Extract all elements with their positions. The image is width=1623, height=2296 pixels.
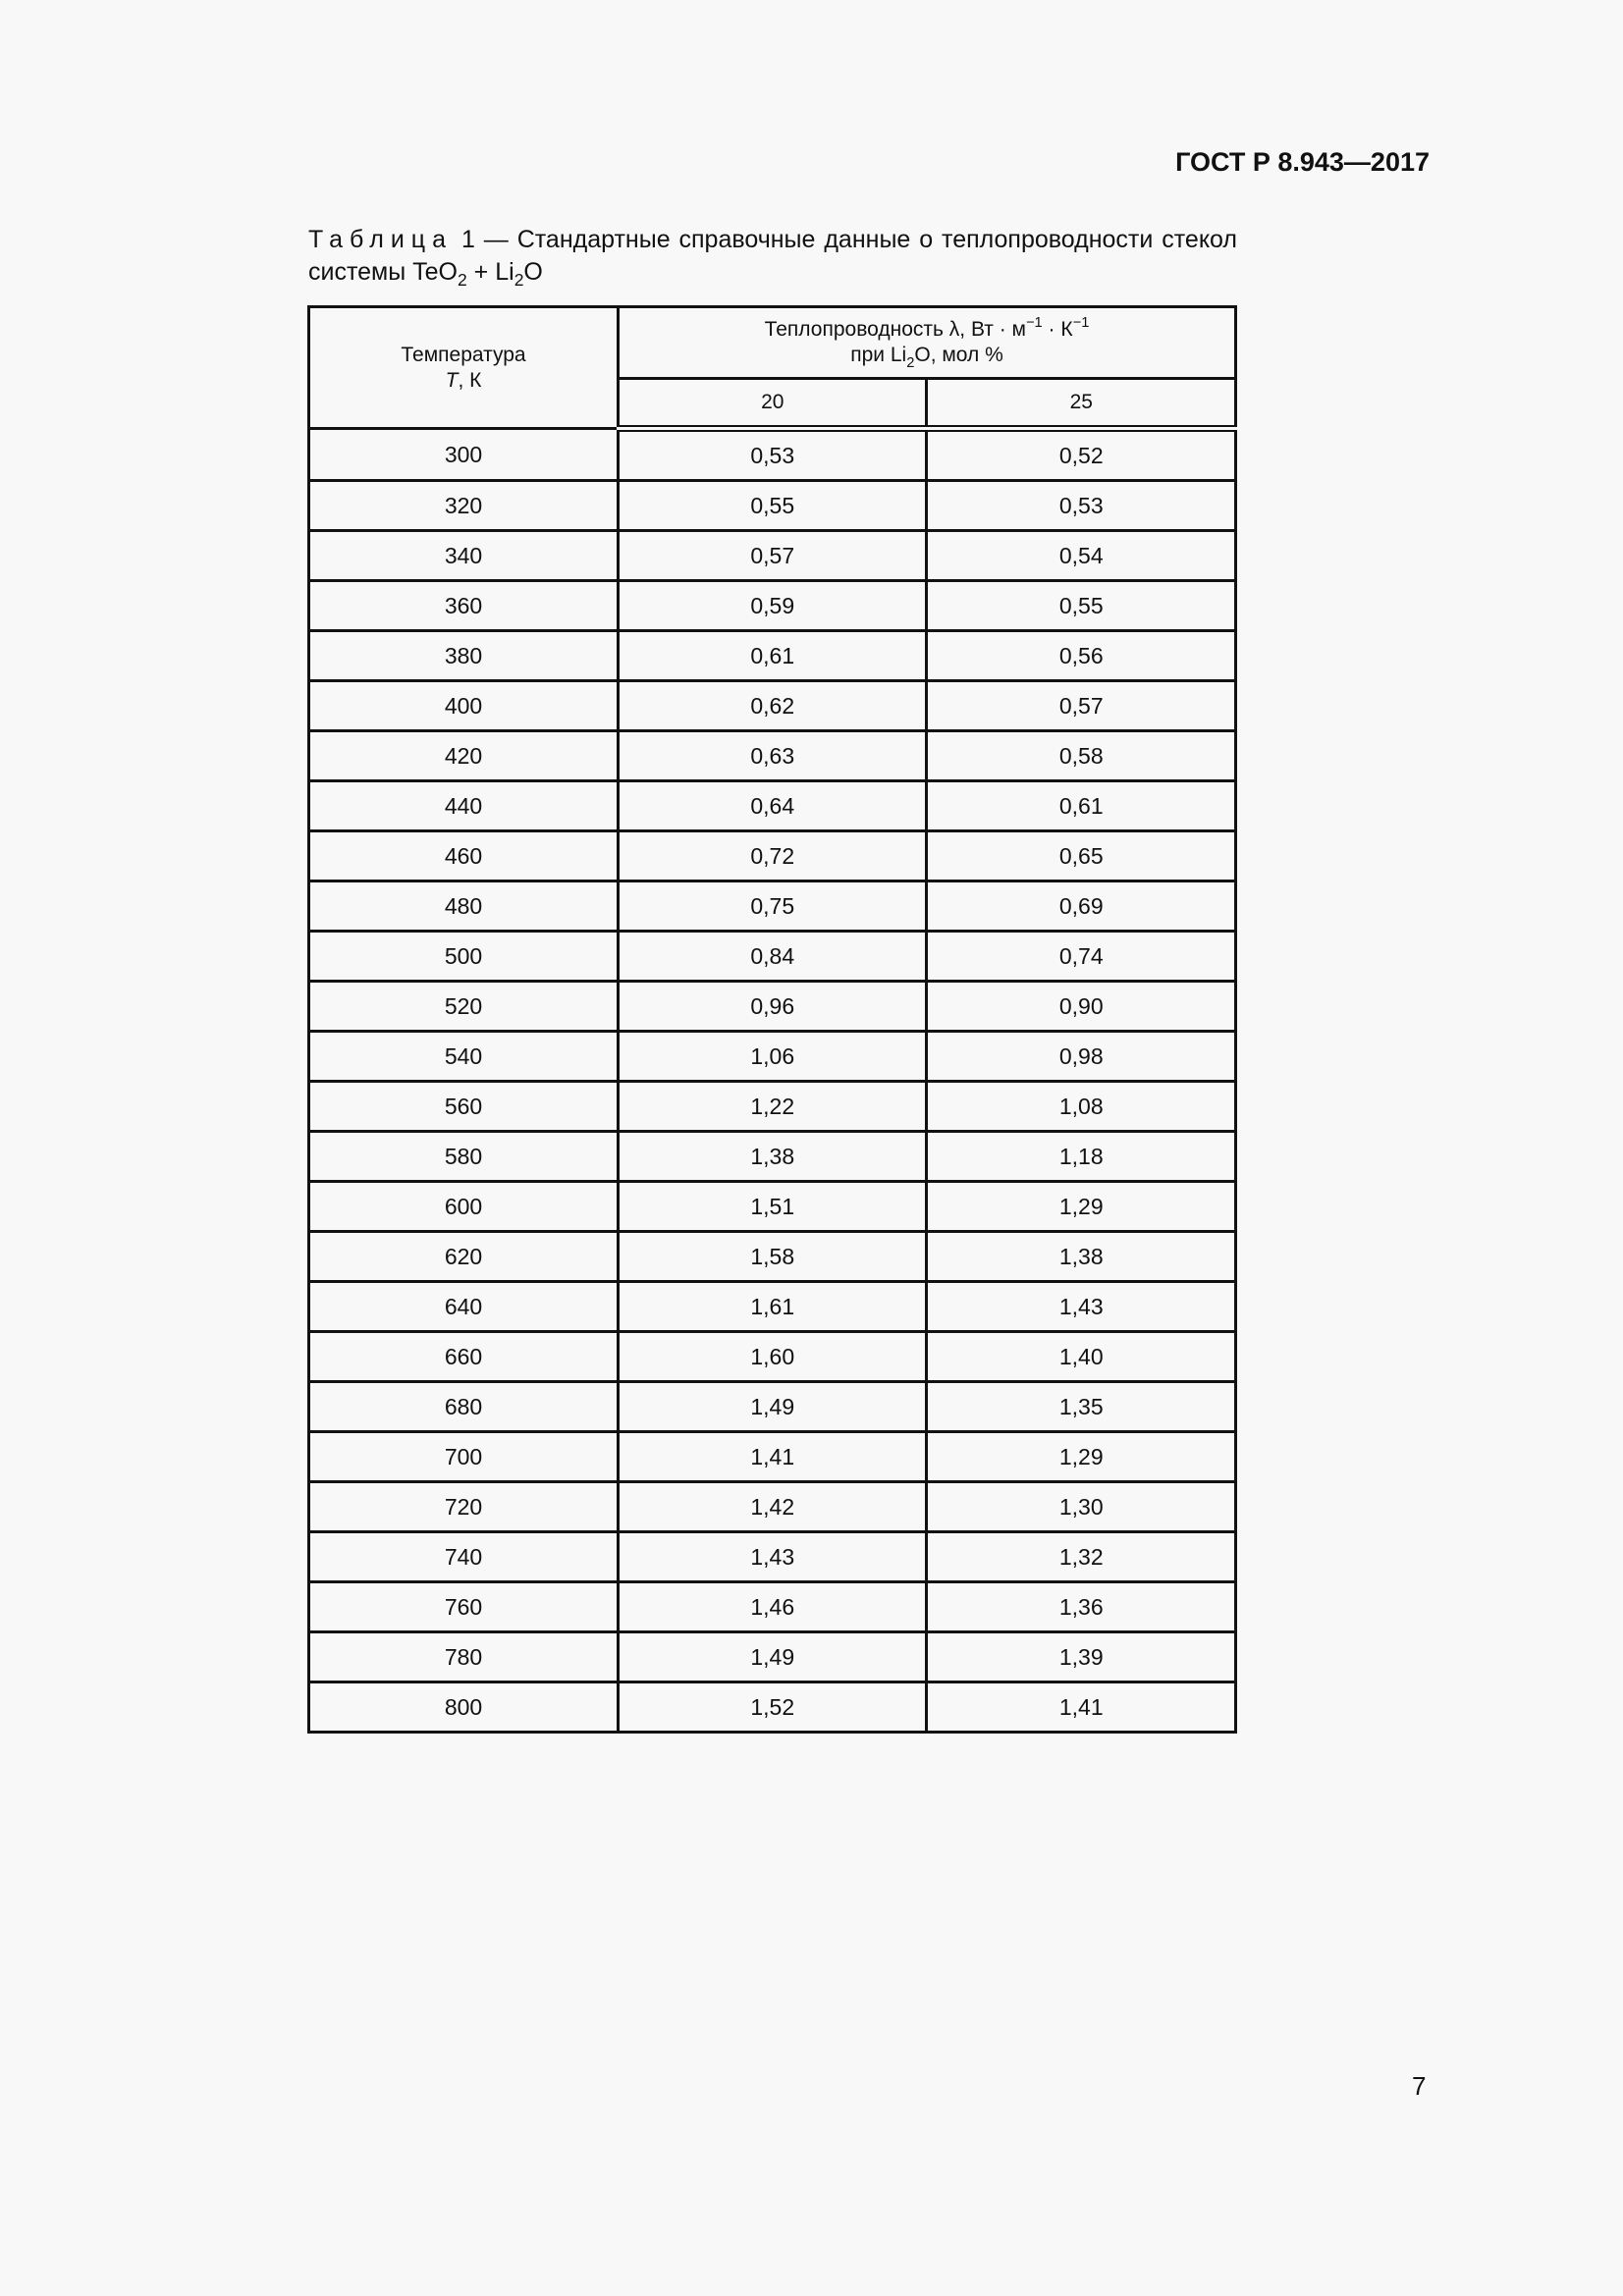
table-row (309, 1332, 1236, 1382)
conductivity-25-cell: 0,65 (927, 831, 1236, 881)
table-row (309, 1232, 1236, 1282)
caption-sub: 2 (458, 270, 467, 290)
conductivity-20-cell: 0,84 (619, 932, 927, 982)
header-text: , К (458, 368, 482, 392)
temperature-cell: 620 (309, 1232, 619, 1282)
table-row (309, 1482, 1236, 1532)
conductivity-25-cell: 0,90 (927, 982, 1236, 1032)
conductivity-20-cell: 1,52 (619, 1682, 927, 1733)
caption-number: 1 (460, 226, 475, 253)
header-text: при Li (850, 344, 907, 366)
table-row (309, 1582, 1236, 1632)
conductivity-20-cell: 0,57 (619, 531, 927, 581)
caption-label: Таблица (308, 226, 454, 253)
temperature-cell: 400 (309, 681, 619, 731)
conductivity-25-cell: 0,61 (927, 781, 1236, 831)
header-sub: 2 (906, 355, 915, 371)
conductivity-20-cell: 1,38 (619, 1132, 927, 1182)
table-row (309, 1632, 1236, 1682)
conductivity-25-cell: 0,57 (927, 681, 1236, 731)
table-row (309, 481, 1236, 531)
temperature-cell: 800 (309, 1682, 619, 1733)
conductivity-25-cell: 0,58 (927, 731, 1236, 781)
conductivity-20-cell: 0,72 (619, 831, 927, 881)
table-row (309, 1532, 1236, 1582)
conductivity-20-cell: 0,63 (619, 731, 927, 781)
table-row (309, 781, 1236, 831)
conductivity-25-cell: 1,08 (927, 1082, 1236, 1132)
table-row (309, 831, 1236, 881)
table-row (309, 1182, 1236, 1232)
conductivity-25-cell: 1,32 (927, 1532, 1236, 1582)
temperature-cell: 540 (309, 1032, 619, 1082)
table-row (309, 1282, 1236, 1332)
conductivity-25-cell: 0,55 (927, 581, 1236, 631)
table-row (309, 982, 1236, 1032)
temperature-cell: 520 (309, 982, 619, 1032)
caption-sub: 2 (514, 270, 524, 290)
conductivity-20-cell: 0,53 (619, 429, 927, 481)
table-row (309, 581, 1236, 631)
header-temperature (309, 307, 619, 429)
conductivity-25-cell: 0,69 (927, 881, 1236, 932)
temperature-cell: 580 (309, 1132, 619, 1182)
conductivity-25-cell: 0,54 (927, 531, 1236, 581)
temperature-cell: 700 (309, 1432, 619, 1482)
header-text: Теплопроводность λ, Вт · м (764, 318, 1026, 341)
conductivity-25-cell: 0,53 (927, 481, 1236, 531)
table-row (309, 881, 1236, 932)
conductivity-25-cell: 1,41 (927, 1682, 1236, 1733)
conductivity-20-cell: 1,60 (619, 1332, 927, 1382)
conductivity-20-cell: 1,49 (619, 1382, 927, 1432)
conductivity-20-cell: 0,75 (619, 881, 927, 932)
temperature-cell: 440 (309, 781, 619, 831)
temperature-cell: 460 (309, 831, 619, 881)
header-text: · К (1042, 318, 1073, 341)
conductivity-20-cell: 1,61 (619, 1282, 927, 1332)
temperature-cell: 780 (309, 1632, 619, 1682)
table-row (309, 1082, 1236, 1132)
header-conductivity (619, 307, 1236, 379)
header-sup: −1 (1072, 315, 1090, 331)
conductivity-20-cell: 1,49 (619, 1632, 927, 1682)
conductivity-25-cell: 0,98 (927, 1032, 1236, 1082)
temperature-cell: 320 (309, 481, 619, 531)
table-row (309, 1382, 1236, 1432)
table-row (309, 1432, 1236, 1482)
temperature-cell: 680 (309, 1382, 619, 1432)
conductivity-25-cell: 1,38 (927, 1232, 1236, 1282)
conductivity-25-cell: 1,35 (927, 1382, 1236, 1432)
header-text: T (445, 368, 459, 392)
temperature-cell: 340 (309, 531, 619, 581)
conductivity-20-cell: 1,06 (619, 1032, 927, 1082)
subheader-25: 25 (927, 379, 1236, 429)
temperature-cell: 360 (309, 581, 619, 631)
temperature-cell: 600 (309, 1182, 619, 1232)
table-row (309, 1132, 1236, 1182)
temperature-cell: 740 (309, 1532, 619, 1582)
table-row (309, 1032, 1236, 1082)
caption-text: O (523, 258, 543, 286)
conductivity-25-cell: 1,18 (927, 1132, 1236, 1182)
conductivity-25-cell: 1,30 (927, 1482, 1236, 1532)
table-row (309, 681, 1236, 731)
temperature-cell: 720 (309, 1482, 619, 1532)
table-row (309, 1682, 1236, 1733)
temperature-cell: 560 (309, 1082, 619, 1132)
temperature-cell: 500 (309, 932, 619, 982)
conductivity-20-cell: 1,58 (619, 1232, 927, 1282)
conductivity-20-cell: 1,41 (619, 1432, 927, 1482)
conductivity-20-cell: 1,43 (619, 1532, 927, 1582)
temperature-cell: 300 (309, 429, 619, 481)
conductivity-20-cell: 0,59 (619, 581, 927, 631)
conductivity-25-cell: 1,36 (927, 1582, 1236, 1632)
temperature-cell: 640 (309, 1282, 619, 1332)
table-row (309, 531, 1236, 581)
page-number: 7 (1412, 2071, 1427, 2101)
conductivity-25-cell: 1,40 (927, 1332, 1236, 1382)
conductivity-25-cell: 1,43 (927, 1282, 1236, 1332)
conductivity-20-cell: 0,55 (619, 481, 927, 531)
conductivity-20-cell: 1,46 (619, 1582, 927, 1632)
conductivity-25-cell: 1,39 (927, 1632, 1236, 1682)
subheader-20: 20 (619, 379, 927, 429)
header-sup: −1 (1025, 315, 1043, 331)
temperature-cell: 660 (309, 1332, 619, 1382)
conductivity-25-cell: 0,52 (927, 429, 1236, 481)
table-caption (308, 224, 1237, 289)
caption-text: + Li (466, 258, 514, 286)
temperature-cell: 420 (309, 731, 619, 781)
conductivity-25-cell: 0,74 (927, 932, 1236, 982)
table-row (309, 631, 1236, 681)
conductivity-25-cell: 0,56 (927, 631, 1236, 681)
temperature-cell: 480 (309, 881, 619, 932)
table-row (309, 731, 1236, 781)
conductivity-20-cell: 1,42 (619, 1482, 927, 1532)
conductivity-25-cell: 1,29 (927, 1182, 1236, 1232)
temperature-cell: 760 (309, 1582, 619, 1632)
conductivity-25-cell: 1,29 (927, 1432, 1236, 1482)
conductivity-20-cell: 0,61 (619, 631, 927, 681)
conductivity-20-cell: 0,96 (619, 982, 927, 1032)
table-row (309, 932, 1236, 982)
thermal-conductivity-table (307, 305, 1237, 1734)
caption-text: — Стандартные справочные данные о теплопроводности стекол системы TeO (308, 226, 1237, 286)
header-text: O, мол % (914, 344, 1003, 366)
conductivity-20-cell: 0,64 (619, 781, 927, 831)
table-row (309, 429, 1236, 481)
conductivity-20-cell: 1,22 (619, 1082, 927, 1132)
conductivity-20-cell: 0,62 (619, 681, 927, 731)
conductivity-20-cell: 1,51 (619, 1182, 927, 1232)
header-text: Температура (401, 343, 526, 366)
document-code: ГОСТ Р 8.943—2017 (1175, 147, 1430, 177)
temperature-cell: 380 (309, 631, 619, 681)
